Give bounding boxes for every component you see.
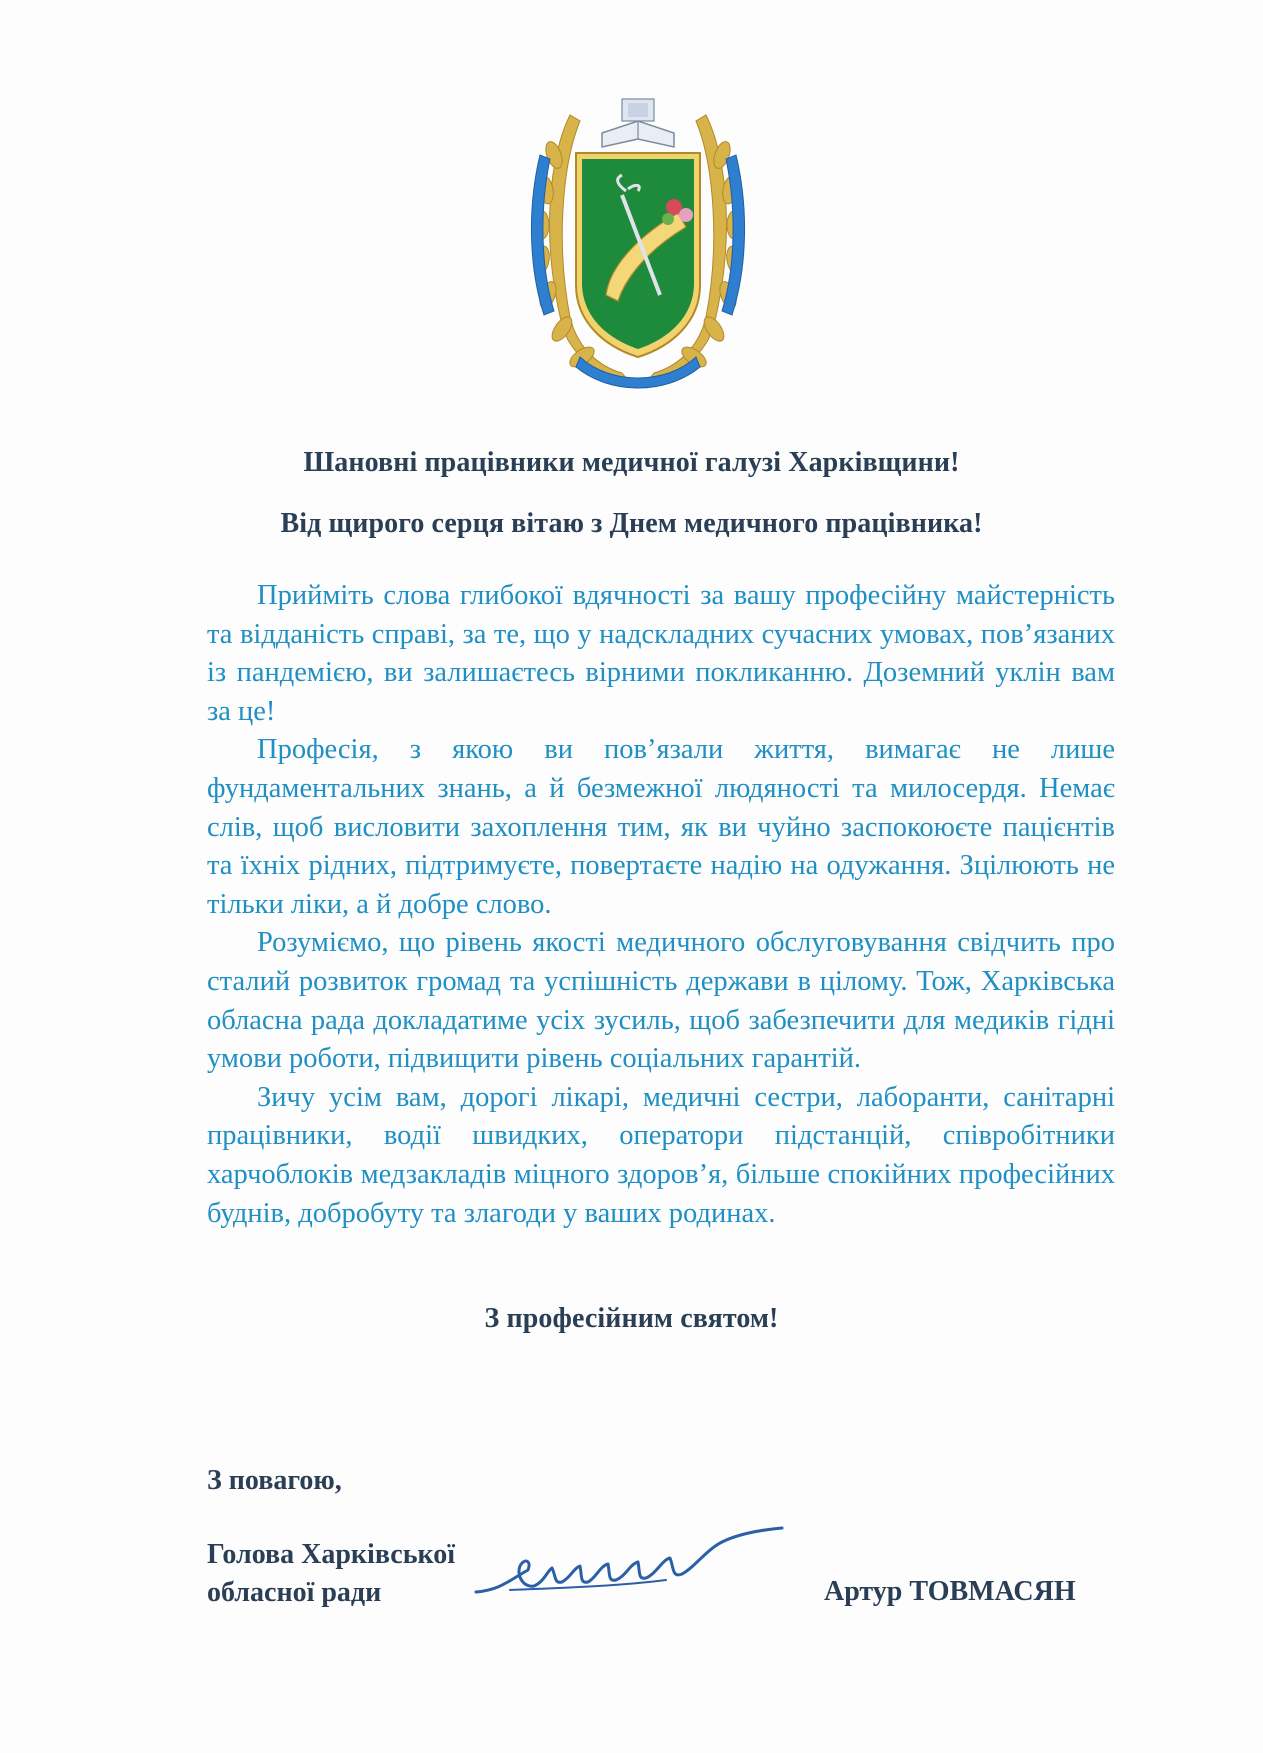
body-paragraph: Зичу усім вам, дорогі лікарі, медичні сестри, лаборанти, санітарні працівники, водії швидких, оператори підстанцій, співробітники харчоблоків медзакладів міцного здоров’я, більше спокійних професійних буднів, добробуту та злагоди у ваших родинах.	[207, 1081, 1115, 1229]
signer-title-line: Голова Харківської	[207, 1539, 456, 1570]
coat-of-arms-icon	[510, 95, 766, 395]
congratulation-heading: Від щирого серця вітаю з Днем медичного працівника!	[280, 508, 983, 539]
regards-line: З повагою,	[207, 1465, 342, 1496]
signer-title-line: обласної ради	[207, 1577, 382, 1608]
signer-title	[207, 1536, 455, 1612]
signer-name: Артур ТОВМАСЯН	[824, 1576, 1076, 1607]
handwritten-signature-icon	[470, 1520, 790, 1610]
body-paragraph: Професія, з якою ви пов’язали життя, вимагає не лише фундаментальних знань, а й безмежної людяності та милосердя. Немає слів, щоб висловити захоплення тим, як ви чуйно заспокоюєте пацієнтів та їхніх рідних, підтримуєте, повертаєте надію на одужання. Зцілюють не тільки ліки, а й добре слово.	[207, 734, 1115, 920]
body-paragraph: Розуміємо, що рівень якості медичного обслуговування свідчить про сталий розвиток громад та успішність держави в цілому. Тож, Харківська обласна рада докладатиме усіх зусиль, щоб забезпечити для медиків гідні умови роботи, підвищити рівень соціальних гарантій.	[207, 927, 1115, 1075]
book-crest-icon	[602, 99, 674, 147]
green-shield-icon	[576, 153, 700, 357]
body-paragraph: Прийміть слова глибокої вдячності за вашу професійну майстерність та відданість справі, за те, що у надскладних сучасних умовах, пов’язаних із пандемією, ви залишаєтесь вірними покликанню. Доземний уклін вам за це!	[207, 580, 1115, 727]
closing-line: З професійним святом!	[484, 1303, 779, 1334]
letter-body	[207, 577, 1115, 1233]
greeting-heading: Шановні працівники медичної галузі Харківщини!	[303, 447, 960, 478]
